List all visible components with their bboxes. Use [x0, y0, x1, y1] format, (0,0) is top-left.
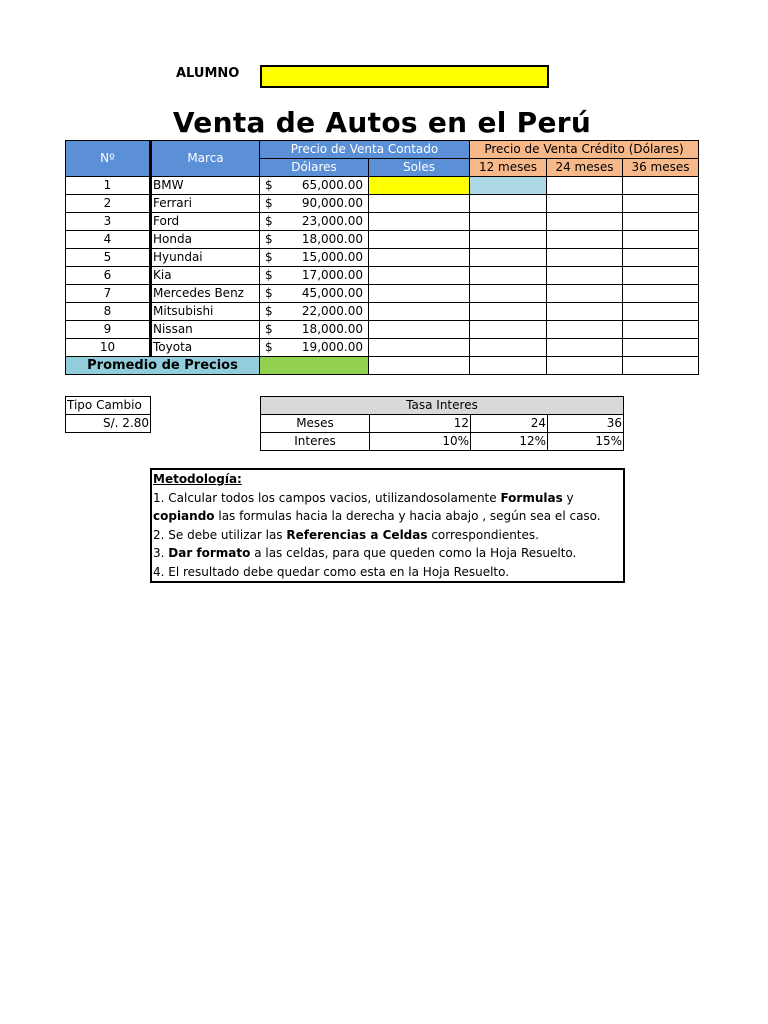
row-dolares-value: 18,000.00: [301, 322, 363, 336]
table-row: [66, 249, 699, 267]
row-24-meses[interactable]: [547, 249, 623, 267]
header-numero: Nº: [66, 141, 151, 177]
row-12-meses[interactable]: [470, 177, 547, 195]
row-36-meses[interactable]: [623, 303, 699, 321]
meses-label: Meses: [261, 415, 370, 433]
header-precio-credito: Precio de Venta Crédito (Dólares): [470, 141, 699, 159]
row-24-meses[interactable]: [547, 267, 623, 285]
table-row: [66, 339, 699, 357]
header-dolares: Dólares: [260, 159, 369, 177]
interes-label: Interes: [261, 433, 370, 451]
row-dolares-value: 45,000.00: [301, 286, 363, 300]
row-number[interactable]: 2: [66, 195, 151, 213]
autos-table: [65, 140, 699, 375]
row-36-meses[interactable]: [623, 231, 699, 249]
currency-symbol: $: [265, 286, 273, 300]
row-dolares[interactable]: [260, 303, 369, 321]
promedio-36-cell[interactable]: [623, 357, 699, 375]
row-12-meses[interactable]: [470, 249, 547, 267]
row-dolares-value: 22,000.00: [301, 304, 363, 318]
interes-36[interactable]: 15%: [548, 433, 624, 451]
interes-12[interactable]: 10%: [370, 433, 471, 451]
row-24-meses[interactable]: [547, 339, 623, 357]
header-precio-contado: Precio de Venta Contado: [260, 141, 470, 159]
row-12-meses[interactable]: [470, 339, 547, 357]
currency-symbol: $: [265, 214, 273, 228]
row-36-meses[interactable]: [623, 195, 699, 213]
row-soles[interactable]: [369, 339, 470, 357]
row-12-meses[interactable]: [470, 231, 547, 249]
tipo-cambio-table: [65, 396, 151, 433]
row-number[interactable]: 4: [66, 231, 151, 249]
row-marca[interactable]: BMW: [151, 177, 260, 195]
row-marca[interactable]: Hyundai: [151, 249, 260, 267]
row-marca[interactable]: Kia: [151, 267, 260, 285]
promedio-12-cell[interactable]: [470, 357, 547, 375]
meses-12[interactable]: 12: [370, 415, 471, 433]
table-row: [66, 303, 699, 321]
tipo-cambio-label: Tipo Cambio: [66, 397, 151, 415]
metodologia-line-1: 1. Calcular todos los campos vacios, utilizandosolamente Formulas y: [153, 490, 574, 505]
row-dolares-value: 23,000.00: [301, 214, 363, 228]
currency-symbol: $: [265, 322, 273, 336]
row-number[interactable]: 9: [66, 321, 151, 339]
currency-symbol: $: [265, 268, 273, 282]
metodologia-box: [150, 468, 625, 583]
row-marca[interactable]: Mitsubishi: [151, 303, 260, 321]
row-12-meses[interactable]: [470, 303, 547, 321]
metodologia-line-5: 4. El resultado debe quedar como esta en la Hoja Resuelto.: [153, 564, 510, 579]
row-dolares[interactable]: [260, 213, 369, 231]
row-24-meses[interactable]: [547, 285, 623, 303]
promedio-24-cell[interactable]: [547, 357, 623, 375]
currency-symbol: $: [265, 178, 273, 192]
table-row: [66, 231, 699, 249]
row-dolares[interactable]: [260, 285, 369, 303]
row-soles[interactable]: [369, 249, 470, 267]
currency-symbol: $: [265, 340, 273, 354]
meses-24[interactable]: 24: [471, 415, 548, 433]
row-dolares[interactable]: [260, 231, 369, 249]
row-24-meses[interactable]: [547, 321, 623, 339]
row-12-meses[interactable]: [470, 321, 547, 339]
alumno-input-cell[interactable]: [260, 65, 549, 88]
row-12-meses[interactable]: [470, 195, 547, 213]
row-soles[interactable]: [369, 267, 470, 285]
alumno-label: ALUMNO: [176, 66, 240, 81]
table-row: [66, 267, 699, 285]
row-soles[interactable]: [369, 195, 470, 213]
row-24-meses[interactable]: [547, 303, 623, 321]
row-marca[interactable]: Ferrari: [151, 195, 260, 213]
row-dolares[interactable]: [260, 321, 369, 339]
row-12-meses[interactable]: [470, 285, 547, 303]
header-36-meses: 36 meses: [623, 159, 699, 177]
row-dolares[interactable]: [260, 195, 369, 213]
currency-symbol: $: [265, 304, 273, 318]
row-marca[interactable]: Honda: [151, 231, 260, 249]
row-number[interactable]: 3: [66, 213, 151, 231]
row-dolares-value: 15,000.00: [301, 250, 363, 264]
row-dolares[interactable]: [260, 249, 369, 267]
header-24-meses: 24 meses: [547, 159, 623, 177]
row-36-meses[interactable]: [623, 339, 699, 357]
table-row: [66, 195, 699, 213]
row-24-meses[interactable]: [547, 231, 623, 249]
row-dolares-value: 19,000.00: [301, 340, 363, 354]
row-soles[interactable]: [369, 213, 470, 231]
promedio-label: Promedio de Precios: [66, 357, 260, 375]
row-soles[interactable]: [369, 285, 470, 303]
row-marca[interactable]: Toyota: [151, 339, 260, 357]
row-36-meses[interactable]: [623, 177, 699, 195]
row-dolares-value: 90,000.00: [301, 196, 363, 210]
row-24-meses[interactable]: [547, 213, 623, 231]
metodologia-line-3: 2. Se debe utilizar las Referencias a Celdas correspondientes.: [153, 527, 539, 542]
row-24-meses[interactable]: [547, 195, 623, 213]
row-number[interactable]: 8: [66, 303, 151, 321]
row-36-meses[interactable]: [623, 267, 699, 285]
interes-24[interactable]: 12%: [471, 433, 548, 451]
row-number[interactable]: 6: [66, 267, 151, 285]
row-dolares[interactable]: [260, 177, 369, 195]
header-soles: Soles: [369, 159, 470, 177]
row-12-meses[interactable]: [470, 267, 547, 285]
tasa-interes-title: Tasa Interes: [261, 397, 624, 415]
currency-symbol: $: [265, 250, 273, 264]
row-dolares-value: 65,000.00: [301, 178, 363, 192]
row-36-meses[interactable]: [623, 285, 699, 303]
table-row: [66, 177, 699, 195]
header-marca: Marca: [151, 141, 260, 177]
currency-symbol: $: [265, 196, 273, 210]
metodologia-line-2: copiando las formulas hacia la derecha y hacia abajo , según sea el caso.: [153, 509, 601, 523]
row-marca[interactable]: Ford: [151, 213, 260, 231]
row-number[interactable]: 1: [66, 177, 151, 195]
table-row: [66, 213, 699, 231]
row-dolares-value: 17,000.00: [301, 268, 363, 282]
row-number[interactable]: 7: [66, 285, 151, 303]
table-row: [66, 285, 699, 303]
row-36-meses[interactable]: [623, 321, 699, 339]
page-title: Venta de Autos en el Perú: [172, 106, 592, 139]
tasa-interes-table: [260, 396, 624, 451]
row-dolares-value: 18,000.00: [301, 232, 363, 246]
row-dolares[interactable]: [260, 339, 369, 357]
row-number[interactable]: 5: [66, 249, 151, 267]
row-soles[interactable]: [369, 177, 470, 195]
meses-36[interactable]: 36: [548, 415, 624, 433]
row-number[interactable]: 10: [66, 339, 151, 357]
metodologia-title: Metodología:: [153, 472, 242, 486]
row-soles[interactable]: [369, 231, 470, 249]
row-marca[interactable]: Nissan: [151, 321, 260, 339]
tipo-cambio-value[interactable]: S/. 2.80: [66, 415, 151, 433]
row-marca[interactable]: Mercedes Benz: [151, 285, 260, 303]
metodologia-line-4: 3. Dar formato a las celdas, para que queden como la Hoja Resuelto.: [153, 546, 577, 560]
header-12-meses: 12 meses: [470, 159, 547, 177]
row-dolares[interactable]: [260, 267, 369, 285]
row-12-meses[interactable]: [470, 213, 547, 231]
row-36-meses[interactable]: [623, 249, 699, 267]
row-36-meses[interactable]: [623, 213, 699, 231]
row-soles[interactable]: [369, 321, 470, 339]
row-soles[interactable]: [369, 303, 470, 321]
row-24-meses[interactable]: [547, 177, 623, 195]
promedio-soles-cell[interactable]: [369, 357, 470, 375]
table-row: [66, 321, 699, 339]
currency-symbol: $: [265, 232, 273, 246]
promedio-dolares-cell[interactable]: [260, 357, 369, 375]
